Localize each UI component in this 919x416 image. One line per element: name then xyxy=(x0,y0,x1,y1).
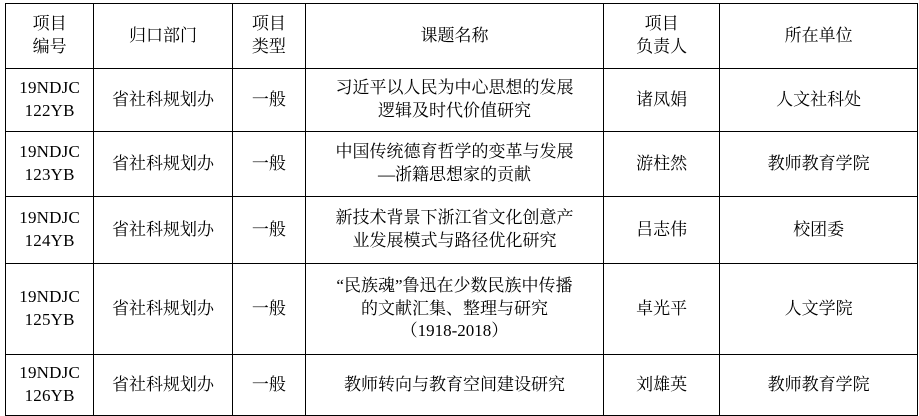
cell-project-code: 19NDJC 123YB xyxy=(6,132,94,197)
table-row xyxy=(6,264,918,355)
cell-unit: 人文社科处 xyxy=(720,69,918,132)
cell-department: 省社科规划办 xyxy=(94,132,232,197)
cell-department: 省社科规划办 xyxy=(94,355,232,416)
cell-topic-name: 新技术背景下浙江省文化创意产 业发展模式与路径优化研究 xyxy=(305,197,603,264)
cell-topic-name: 教师转向与教育空间建设研究 xyxy=(305,355,603,416)
cell-unit: 人文学院 xyxy=(720,264,918,355)
column-header-unit: 所在单位 xyxy=(720,4,918,69)
cell-topic-name: 中国传统德育哲学的变革与发展 —浙籍思想家的贡献 xyxy=(305,132,603,197)
cell-unit: 教师教育学院 xyxy=(720,355,918,416)
cell-leader: 游柱然 xyxy=(603,132,719,197)
column-header-leader: 项目 负责人 xyxy=(603,4,719,69)
cell-project-code: 19NDJC 126YB xyxy=(6,355,94,416)
cell-project-type: 一般 xyxy=(232,197,305,264)
cell-leader: 卓光平 xyxy=(603,264,719,355)
cell-department: 省社科规划办 xyxy=(94,69,232,132)
cell-project-code: 19NDJC 125YB xyxy=(6,264,94,355)
cell-leader: 吕志伟 xyxy=(603,197,719,264)
cell-project-code: 19NDJC 122YB xyxy=(6,69,94,132)
cell-project-type: 一般 xyxy=(232,132,305,197)
table-row xyxy=(6,197,918,264)
cell-project-type: 一般 xyxy=(232,69,305,132)
column-header-project-code: 项目 编号 xyxy=(6,4,94,69)
cell-department: 省社科规划办 xyxy=(94,264,232,355)
project-table xyxy=(5,3,918,416)
cell-topic-name: 习近平以人民为中心思想的发展 逻辑及时代价值研究 xyxy=(305,69,603,132)
cell-project-type: 一般 xyxy=(232,355,305,416)
column-header-department: 归口部门 xyxy=(94,4,232,69)
cell-department: 省社科规划办 xyxy=(94,197,232,264)
cell-project-code: 19NDJC 124YB xyxy=(6,197,94,264)
table-header-row xyxy=(6,4,918,69)
cell-leader: 刘雄英 xyxy=(603,355,719,416)
cell-topic-name: “民族魂”鲁迅在少数民族中传播 的文献汇集、整理与研究 （1918-2018） xyxy=(305,264,603,355)
table-row xyxy=(6,132,918,197)
table-row xyxy=(6,355,918,416)
cell-unit: 校团委 xyxy=(720,197,918,264)
cell-project-type: 一般 xyxy=(232,264,305,355)
column-header-project-type: 项目 类型 xyxy=(232,4,305,69)
column-header-topic-name: 课题名称 xyxy=(305,4,603,69)
table-row xyxy=(6,69,918,132)
cell-unit: 教师教育学院 xyxy=(720,132,918,197)
cell-leader: 诸凤娟 xyxy=(603,69,719,132)
